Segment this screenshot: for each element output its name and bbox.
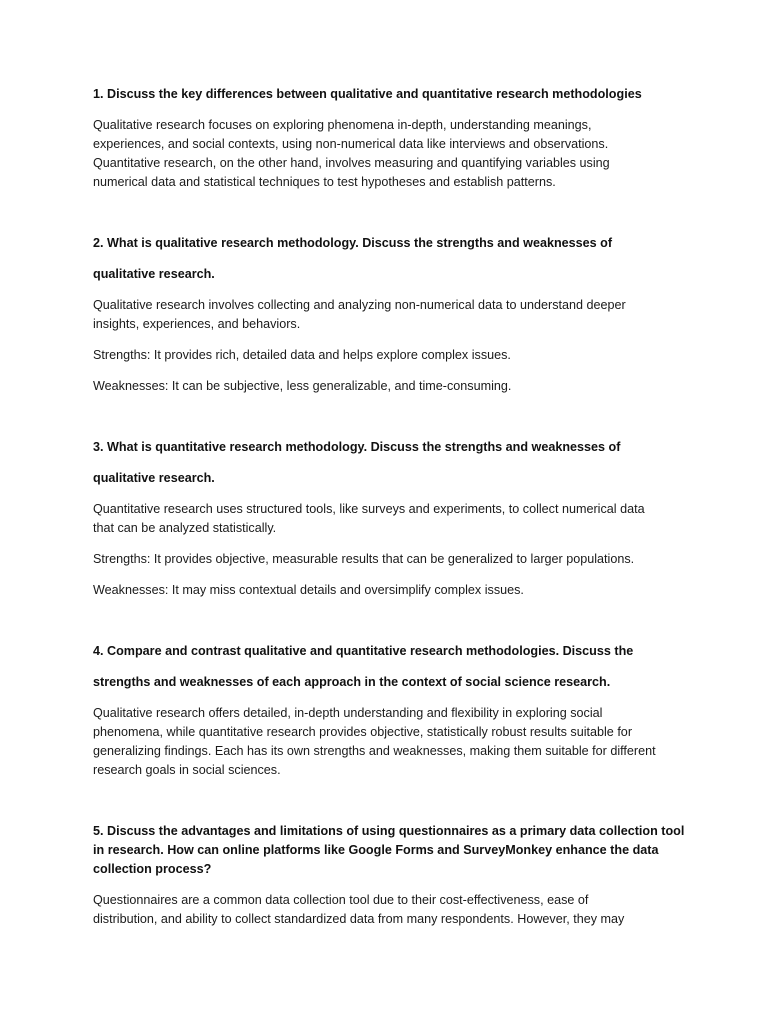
answer-line: Qualitative research offers detailed, in-depth understanding and flexibility in exploring social bbox=[93, 706, 603, 720]
question-line: 2. What is qualitative research methodology. Discuss the strengths and weaknesses of bbox=[93, 236, 613, 250]
answer-line: Weaknesses: It may miss contextual details and oversimplify complex issues. bbox=[93, 583, 524, 597]
answer-line: Weaknesses: It can be subjective, less generalizable, and time-consuming. bbox=[93, 379, 512, 393]
answer-paragraph bbox=[93, 296, 683, 334]
question-line: qualitative research. bbox=[93, 471, 215, 485]
answer-line: experiences, and social contexts, using non-numerical data like interviews and observations. bbox=[93, 137, 609, 151]
answer-line: that can be analyzed statistically. bbox=[93, 521, 277, 535]
answer-paragraph bbox=[93, 704, 683, 780]
question-line: 3. What is quantitative research methodology. Discuss the strengths and weaknesses of bbox=[93, 440, 621, 454]
qa-section-5 bbox=[93, 822, 683, 929]
answer-line: Quantitative research uses structured tools, like surveys and experiments, to collect numerical data bbox=[93, 502, 645, 516]
answer-line: distribution, and ability to collect standardized data from many respondents. However, they may bbox=[93, 912, 625, 926]
strengths-paragraph bbox=[93, 550, 683, 569]
question-heading-2 bbox=[93, 234, 683, 284]
answer-line: numerical data and statistical techniques to test hypotheses and establish patterns. bbox=[93, 175, 556, 189]
question-line: collection process? bbox=[93, 862, 212, 876]
question-heading-4 bbox=[93, 642, 683, 692]
answer-line: Qualitative research involves collecting and analyzing non-numerical data to understand deeper bbox=[93, 298, 626, 312]
answer-line: phenomena, while quantitative research provides objective, statistically robust results suitable for bbox=[93, 725, 633, 739]
qa-section-4 bbox=[93, 642, 683, 780]
question-heading-5 bbox=[93, 822, 683, 879]
question-line: qualitative research. bbox=[93, 267, 215, 281]
answer-line: generalizing findings. Each has its own strengths and weaknesses, making them suitable for different bbox=[93, 744, 656, 758]
question-heading-1 bbox=[93, 85, 683, 104]
question-line: 4. Compare and contrast qualitative and quantitative research methodologies. Discuss the bbox=[93, 644, 634, 658]
answer-line: insights, experiences, and behaviors. bbox=[93, 317, 301, 331]
question-heading-3 bbox=[93, 438, 683, 488]
weaknesses-paragraph bbox=[93, 377, 683, 396]
answer-paragraph bbox=[93, 500, 683, 538]
qa-section-3 bbox=[93, 438, 683, 600]
answer-paragraph bbox=[93, 891, 683, 929]
qa-section-2 bbox=[93, 234, 683, 396]
qa-section-1 bbox=[93, 85, 683, 192]
answer-paragraph bbox=[93, 116, 683, 192]
question-line: 5. Discuss the advantages and limitations of using questionnaires as a primary data collection tool bbox=[93, 824, 685, 838]
answer-line: Strengths: It provides objective, measurable results that can be generalized to larger populations. bbox=[93, 552, 635, 566]
answer-line: research goals in social sciences. bbox=[93, 763, 281, 777]
document-content bbox=[93, 85, 683, 929]
answer-line: Strengths: It provides rich, detailed data and helps explore complex issues. bbox=[93, 348, 511, 362]
question-line: 1. Discuss the key differences between qualitative and quantitative research methodologies bbox=[93, 87, 642, 101]
strengths-paragraph bbox=[93, 346, 683, 365]
answer-line: Qualitative research focuses on exploring phenomena in-depth, understanding meanings, bbox=[93, 118, 592, 132]
answer-line: Questionnaires are a common data collection tool due to their cost-effectiveness, ease of bbox=[93, 893, 589, 907]
answer-line: Quantitative research, on the other hand, involves measuring and quantifying variables using bbox=[93, 156, 610, 170]
weaknesses-paragraph bbox=[93, 581, 683, 600]
question-line: in research. How can online platforms like Google Forms and SurveyMonkey enhance the data bbox=[93, 843, 659, 857]
question-line: strengths and weaknesses of each approach in the context of social science research. bbox=[93, 675, 611, 689]
